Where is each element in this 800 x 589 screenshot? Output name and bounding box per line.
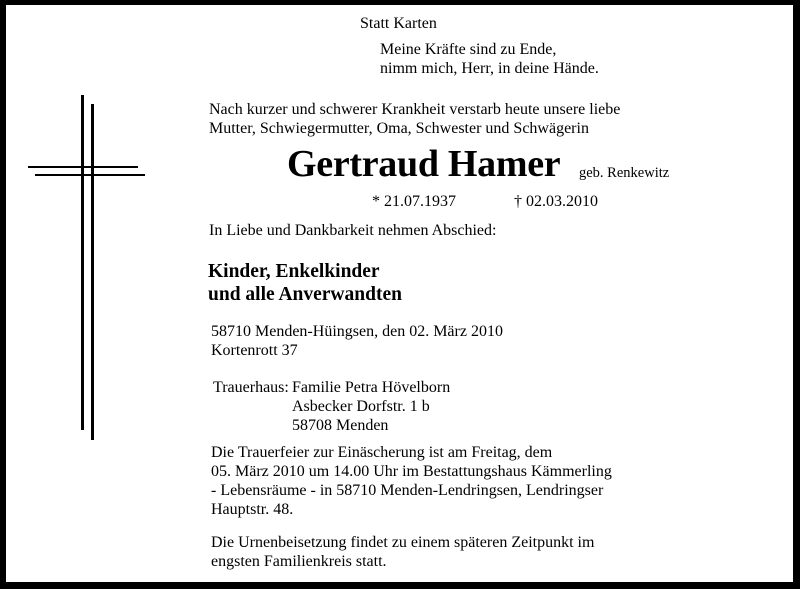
- statt-karten: Statt Karten: [360, 15, 437, 32]
- intro-text: [209, 100, 620, 138]
- death-date: † 02.03.2010: [514, 193, 598, 210]
- burial-info: [211, 533, 594, 571]
- trauerhaus-line: Familie Petra Hövelborn: [292, 379, 451, 396]
- intro-line: Nach kurzer und schwerer Krankheit verstarb heute unsere liebe: [209, 101, 621, 118]
- ceremony-line: Die Trauerfeier zur Einäscherung ist am Freitag, dem: [211, 444, 553, 461]
- mourners-line: Kinder, Enkelkinder: [208, 261, 380, 282]
- ceremony-line: Hauptstr. 48.: [211, 501, 294, 518]
- quote-line: Meine Kräfte sind zu Ende,: [380, 41, 557, 58]
- cross-vertical-bar: [91, 104, 94, 440]
- farewell-text: In Liebe und Dankbarkeit nehmen Abschied:: [209, 222, 497, 239]
- ceremony-line: 05. März 2010 um 14.00 Uhr im Bestattungshaus Kämmerling: [211, 463, 612, 480]
- quote-line: nimm mich, Herr, in deine Hände.: [380, 60, 599, 77]
- burial-line: engsten Familienkreis statt.: [211, 553, 387, 570]
- quote: [380, 40, 599, 78]
- place-date: 58710 Menden-Hüingsen, den 02. März 2010: [211, 323, 503, 340]
- trauerhaus-line: Asbecker Dorfstr. 1 b: [292, 398, 430, 415]
- street-address: Kortenrott 37: [211, 342, 298, 359]
- mourners-line: und alle Anverwandten: [208, 284, 402, 305]
- cross-horizontal-bar: [35, 174, 145, 176]
- ceremony-info: [211, 443, 612, 519]
- cross-vertical-bar: [81, 95, 84, 430]
- birth-date: * 21.07.1937: [372, 193, 456, 210]
- trauerhaus-label: Trauerhaus:: [213, 379, 289, 396]
- trauerhaus-line: 58708 Menden: [292, 417, 389, 434]
- trauerhaus-address: [292, 378, 450, 435]
- cross-icon: [28, 95, 148, 440]
- ceremony-line: - Lebensräume - in 58710 Menden-Lendringsen, Lendringser: [211, 482, 604, 499]
- cross-horizontal-bar: [28, 166, 138, 168]
- mourners: [208, 260, 402, 306]
- maiden-name: geb. Renkewitz: [579, 165, 670, 181]
- intro-line: Mutter, Schwiegermutter, Oma, Schwester und Schwägerin: [209, 120, 589, 137]
- burial-line: Die Urnenbeisetzung findet zu einem späteren Zeitpunkt im: [211, 534, 595, 551]
- deceased-name: Gertraud Hamer: [287, 143, 561, 185]
